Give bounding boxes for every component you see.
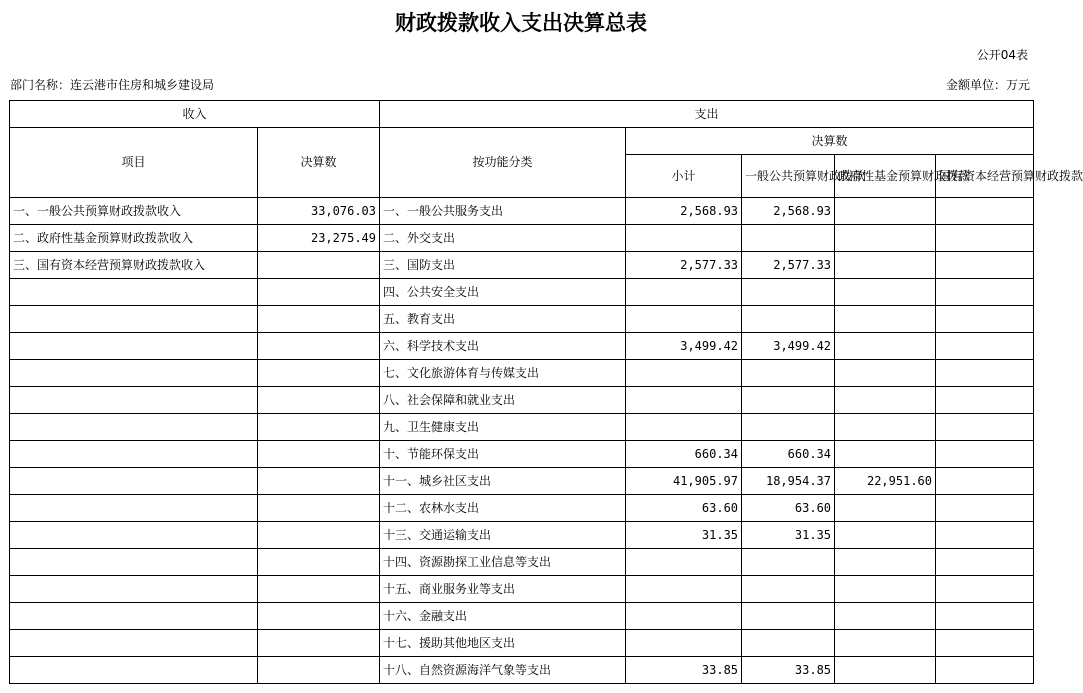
general-budget-cell bbox=[742, 630, 835, 657]
income-item-cell bbox=[10, 279, 258, 306]
table-row bbox=[10, 360, 1034, 387]
gov-fund-header: 政府性基金预算财政拨款 bbox=[835, 155, 936, 198]
general-budget-cell: 2,577.33 bbox=[742, 252, 835, 279]
general-budget-cell bbox=[742, 387, 835, 414]
general-budget-cell: 3,499.42 bbox=[742, 333, 835, 360]
income-item-cell bbox=[10, 441, 258, 468]
expense-item-cell: 十六、金融支出 bbox=[380, 603, 626, 630]
subtotal-cell: 2,568.93 bbox=[626, 198, 742, 225]
income-item-cell bbox=[10, 549, 258, 576]
expense-item-cell: 七、文化旅游体育与传媒支出 bbox=[380, 360, 626, 387]
gov-fund-cell bbox=[835, 333, 936, 360]
income-amount-cell bbox=[258, 468, 380, 495]
subtotal-cell bbox=[626, 225, 742, 252]
general-budget-cell bbox=[742, 603, 835, 630]
state-capital-cell bbox=[936, 279, 1034, 306]
expense-item-cell: 十三、交通运输支出 bbox=[380, 522, 626, 549]
general-budget-cell: 18,954.37 bbox=[742, 468, 835, 495]
general-budget-cell bbox=[742, 360, 835, 387]
expense-item-cell: 十二、农林水支出 bbox=[380, 495, 626, 522]
gov-fund-cell bbox=[835, 522, 936, 549]
subtotal-header: 小计 bbox=[626, 155, 742, 198]
amount-unit: 金额单位：万元 bbox=[945, 78, 1030, 92]
expense-item-cell: 九、卫生健康支出 bbox=[380, 414, 626, 441]
subtotal-cell bbox=[626, 306, 742, 333]
expense-item-cell: 十五、商业服务业等支出 bbox=[380, 576, 626, 603]
final-amount-header: 决算数 bbox=[258, 128, 380, 198]
function-class-header: 按功能分类 bbox=[380, 128, 626, 198]
final-amount-exp-header: 决算数 bbox=[626, 128, 1034, 155]
table-row bbox=[10, 630, 1034, 657]
expense-item-cell: 五、教育支出 bbox=[380, 306, 626, 333]
expense-item-cell: 十七、援助其他地区支出 bbox=[380, 630, 626, 657]
state-capital-cell bbox=[936, 630, 1034, 657]
income-amount-cell bbox=[258, 441, 380, 468]
income-amount-cell bbox=[258, 603, 380, 630]
income-header: 收入 bbox=[10, 101, 380, 128]
state-capital-cell bbox=[936, 306, 1034, 333]
income-item-cell: 三、国有资本经营预算财政拨款收入 bbox=[10, 252, 258, 279]
income-item-cell bbox=[10, 495, 258, 522]
state-capital-cell bbox=[936, 657, 1034, 684]
general-budget-cell: 31.35 bbox=[742, 522, 835, 549]
gov-fund-cell bbox=[835, 576, 936, 603]
income-amount-cell bbox=[258, 576, 380, 603]
page-title: 财政拨款收入支出决算总表 bbox=[395, 10, 647, 35]
state-capital-cell bbox=[936, 198, 1034, 225]
gov-fund-cell bbox=[835, 441, 936, 468]
expense-item-cell: 三、国防支出 bbox=[380, 252, 626, 279]
state-capital-cell bbox=[936, 360, 1034, 387]
table-row bbox=[10, 576, 1034, 603]
table-row bbox=[10, 549, 1034, 576]
state-capital-cell bbox=[936, 549, 1034, 576]
income-item-cell bbox=[10, 333, 258, 360]
income-amount-cell bbox=[258, 306, 380, 333]
income-item-cell bbox=[10, 522, 258, 549]
income-item-cell bbox=[10, 387, 258, 414]
table-row bbox=[10, 252, 1034, 279]
income-item-cell: 二、政府性基金预算财政拨款收入 bbox=[10, 225, 258, 252]
table-row bbox=[10, 333, 1034, 360]
general-budget-cell bbox=[742, 306, 835, 333]
expense-item-cell: 十四、资源勘探工业信息等支出 bbox=[380, 549, 626, 576]
general-budget-cell bbox=[742, 279, 835, 306]
form-number: 公开04表 bbox=[976, 48, 1028, 62]
income-amount-cell: 33,076.03 bbox=[258, 198, 380, 225]
state-capital-cell bbox=[936, 576, 1034, 603]
income-amount-cell bbox=[258, 549, 380, 576]
state-capital-cell bbox=[936, 522, 1034, 549]
income-amount-cell bbox=[258, 387, 380, 414]
expense-item-cell: 一、一般公共服务支出 bbox=[380, 198, 626, 225]
gov-fund-cell bbox=[835, 225, 936, 252]
general-budget-header: 一般公共预算财政拨款 bbox=[742, 155, 835, 198]
income-amount-cell bbox=[258, 414, 380, 441]
state-capital-cell bbox=[936, 387, 1034, 414]
gov-fund-cell bbox=[835, 495, 936, 522]
income-item-cell: 一、一般公共预算财政拨款收入 bbox=[10, 198, 258, 225]
income-amount-cell bbox=[258, 252, 380, 279]
table-row bbox=[10, 441, 1034, 468]
income-item-cell bbox=[10, 360, 258, 387]
item-header: 项目 bbox=[10, 128, 258, 198]
subtotal-cell bbox=[626, 279, 742, 306]
gov-fund-cell bbox=[835, 198, 936, 225]
gov-fund-cell bbox=[835, 657, 936, 684]
income-item-cell bbox=[10, 306, 258, 333]
expense-item-cell: 十八、自然资源海洋气象等支出 bbox=[380, 657, 626, 684]
gov-fund-cell bbox=[835, 414, 936, 441]
income-amount-cell bbox=[258, 333, 380, 360]
state-capital-cell bbox=[936, 252, 1034, 279]
table-row bbox=[10, 468, 1034, 495]
table-row bbox=[10, 279, 1034, 306]
gov-fund-cell bbox=[835, 387, 936, 414]
income-amount-cell bbox=[258, 657, 380, 684]
gov-fund-cell bbox=[835, 630, 936, 657]
subtotal-cell bbox=[626, 630, 742, 657]
subtotal-cell: 41,905.97 bbox=[626, 468, 742, 495]
state-capital-cell bbox=[936, 441, 1034, 468]
subtotal-cell bbox=[626, 414, 742, 441]
expense-item-cell: 十、节能环保支出 bbox=[380, 441, 626, 468]
income-amount-cell: 23,275.49 bbox=[258, 225, 380, 252]
subtotal-cell: 660.34 bbox=[626, 441, 742, 468]
state-capital-cell bbox=[936, 333, 1034, 360]
table-row bbox=[10, 522, 1034, 549]
expense-header: 支出 bbox=[380, 101, 1034, 128]
gov-fund-cell bbox=[835, 279, 936, 306]
state-capital-cell bbox=[936, 495, 1034, 522]
state-capital-cell bbox=[936, 603, 1034, 630]
state-capital-cell bbox=[936, 414, 1034, 441]
general-budget-cell: 63.60 bbox=[742, 495, 835, 522]
table-row bbox=[10, 306, 1034, 333]
expense-item-cell: 十一、城乡社区支出 bbox=[380, 468, 626, 495]
subtotal-cell bbox=[626, 387, 742, 414]
table-row bbox=[10, 387, 1034, 414]
subtotal-cell bbox=[626, 576, 742, 603]
gov-fund-cell bbox=[835, 549, 936, 576]
budget-table bbox=[9, 100, 1083, 684]
subtotal-cell: 33.85 bbox=[626, 657, 742, 684]
table-row bbox=[10, 657, 1034, 684]
table-row bbox=[10, 414, 1034, 441]
income-amount-cell bbox=[258, 360, 380, 387]
subtotal-cell: 63.60 bbox=[626, 495, 742, 522]
general-budget-cell: 33.85 bbox=[742, 657, 835, 684]
income-item-cell bbox=[10, 414, 258, 441]
state-capital-cell bbox=[936, 468, 1034, 495]
income-amount-cell bbox=[258, 522, 380, 549]
expense-item-cell: 六、科学技术支出 bbox=[380, 333, 626, 360]
income-amount-cell bbox=[258, 495, 380, 522]
table-row bbox=[10, 198, 1034, 225]
department-name: 部门名称：连云港市住房和城乡建设局 bbox=[10, 78, 215, 92]
state-capital-cell bbox=[936, 225, 1034, 252]
subtotal-cell: 31.35 bbox=[626, 522, 742, 549]
subtotal-cell bbox=[626, 549, 742, 576]
income-item-cell bbox=[10, 603, 258, 630]
general-budget-cell: 660.34 bbox=[742, 441, 835, 468]
subtotal-cell: 3,499.42 bbox=[626, 333, 742, 360]
table-row bbox=[10, 225, 1034, 252]
income-amount-cell bbox=[258, 279, 380, 306]
gov-fund-cell bbox=[835, 252, 936, 279]
expense-item-cell: 八、社会保障和就业支出 bbox=[380, 387, 626, 414]
gov-fund-cell bbox=[835, 603, 936, 630]
general-budget-cell: 2,568.93 bbox=[742, 198, 835, 225]
table-row bbox=[10, 603, 1034, 630]
general-budget-cell bbox=[742, 549, 835, 576]
expense-item-cell: 二、外交支出 bbox=[380, 225, 626, 252]
income-item-cell bbox=[10, 630, 258, 657]
gov-fund-cell bbox=[835, 360, 936, 387]
table-row bbox=[10, 495, 1034, 522]
income-item-cell bbox=[10, 576, 258, 603]
income-item-cell bbox=[10, 657, 258, 684]
subtotal-cell bbox=[626, 360, 742, 387]
general-budget-cell bbox=[742, 414, 835, 441]
subtotal-cell: 2,577.33 bbox=[626, 252, 742, 279]
subtotal-cell bbox=[626, 603, 742, 630]
general-budget-cell bbox=[742, 576, 835, 603]
general-budget-cell bbox=[742, 225, 835, 252]
gov-fund-cell bbox=[835, 306, 936, 333]
state-capital-header: 国有资本经营预算财政拨款 bbox=[936, 155, 1034, 198]
gov-fund-cell: 22,951.60 bbox=[835, 468, 936, 495]
income-item-cell bbox=[10, 468, 258, 495]
expense-item-cell: 四、公共安全支出 bbox=[380, 279, 626, 306]
income-amount-cell bbox=[258, 630, 380, 657]
